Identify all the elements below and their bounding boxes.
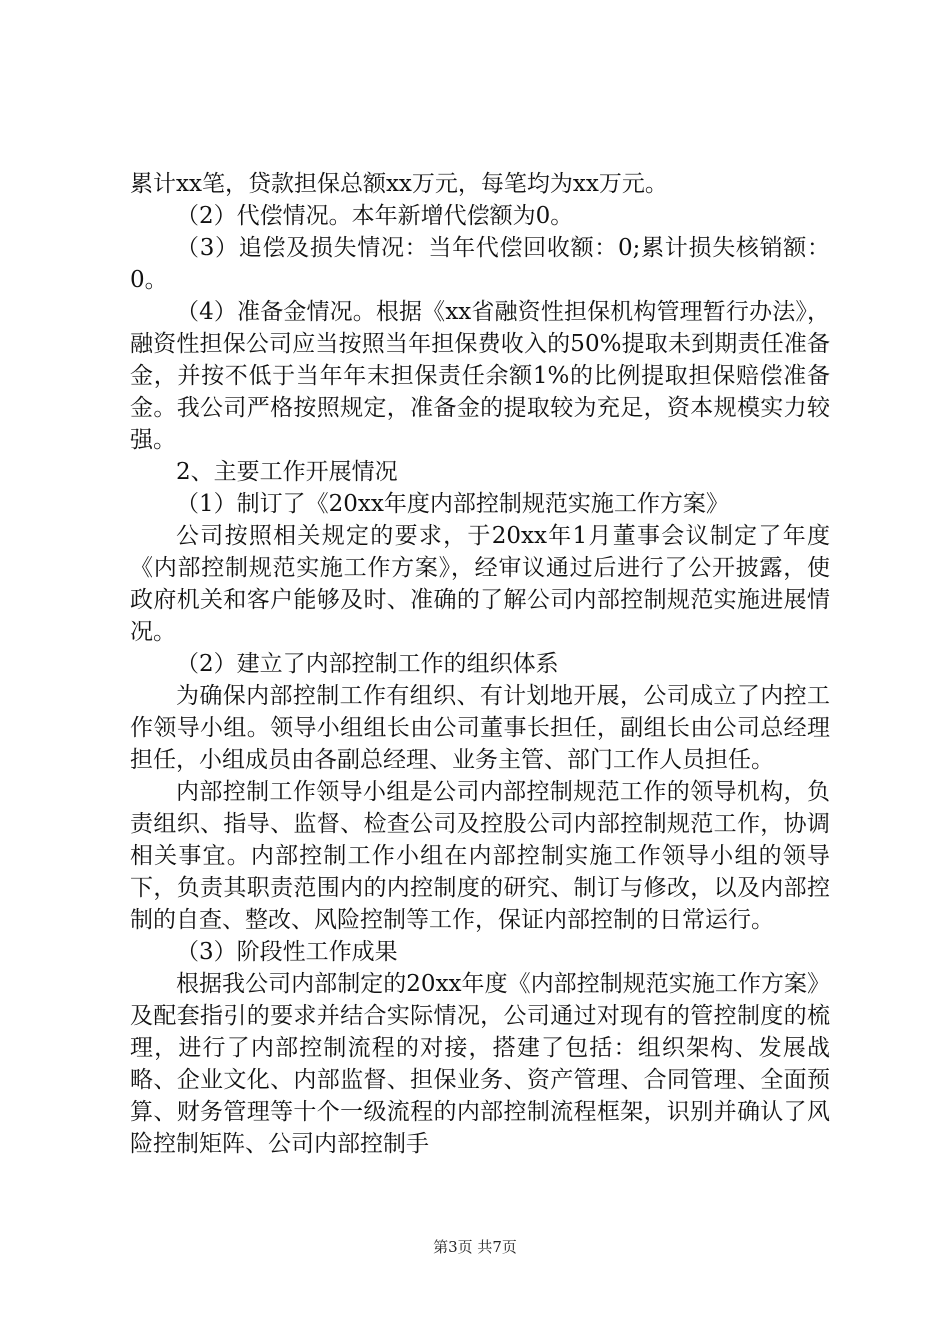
paragraph-compensation: （2）代偿情况。本年新增代偿额为0。 xyxy=(176,203,574,229)
paragraph-organization: 为确保内部控制工作有组织、有计划地开展，公司成立了内控工作领导小组。领导小组组长由公司董事长担任，副组长由公司总经理担任，小组成员由各副总经理、业务主管、部门工作人员担任。 xyxy=(130,683,830,773)
paragraph-continuation: 累计xx笔，贷款担保总额xx万元，每笔均为xx万元。 xyxy=(130,171,668,197)
paragraph-work-plan: 公司按照相关规定的要求，于20xx年1月董事会议制定了年度《内部控制规范实施工作方案》，经审议通过后进行了公开披露，使政府机关和客户能够及时、准确的了解公司内部控制规范实施进展情况。 xyxy=(130,523,830,645)
paragraph-recovery-loss: （3）追偿及损失情况：当年代偿回收额：0;累计损失核销额：0。 xyxy=(130,235,830,293)
subheading-organization: （2）建立了内部控制工作的组织体系 xyxy=(176,651,559,677)
paragraph-leadership-group: 内部控制工作领导小组是公司内部控制规范工作的领导机构，负责组织、指导、监督、检查公司及控股公司内部控制规范工作，协调相关事宜。内部控制工作小组在内部控制实施工作领导小组的领导下，负责其职责范围内的内控制度的研究、制订与修改，以及内部控制的自查、整改、风险控制等工作，保证内部控制的日常运行。 xyxy=(130,779,830,933)
subheading-work-plan: （1）制订了《20xx年度内部控制规范实施工作方案》 xyxy=(176,491,729,517)
paragraph-achievements: 根据我公司内部制定的20xx年度《内部控制规范实施工作方案》及配套指引的要求并结合实际情况，公司通过对现有的管控制度的梳理，进行了内部控制流程的对接，搭建了包括：组织架构、发展战略、企业文化、内部监督、担保业务、资产管理、合同管理、全面预算、财务管理等十个一级流程的内部控制流程框架，识别并确认了风险控制矩阵、公司内部控制手 xyxy=(130,971,830,1157)
section-heading-main-work: 2、主要工作开展情况 xyxy=(176,459,398,485)
page-number: 第3页 共7页 xyxy=(433,1238,517,1256)
document-body xyxy=(130,168,830,1160)
subheading-achievements: （3）阶段性工作成果 xyxy=(176,939,398,965)
paragraph-reserve-fund: （4）准备金情况。根据《xx省融资性担保机构管理暂行办法》，融资性担保公司应当按照当年担保费收入的50%提取未到期责任准备金，并按不低于当年年末担保责任余额1%的比例提取担保赔偿准备金。我公司严格按照规定，准备金的提取较为充足，资本规模实力较强。 xyxy=(130,299,830,453)
